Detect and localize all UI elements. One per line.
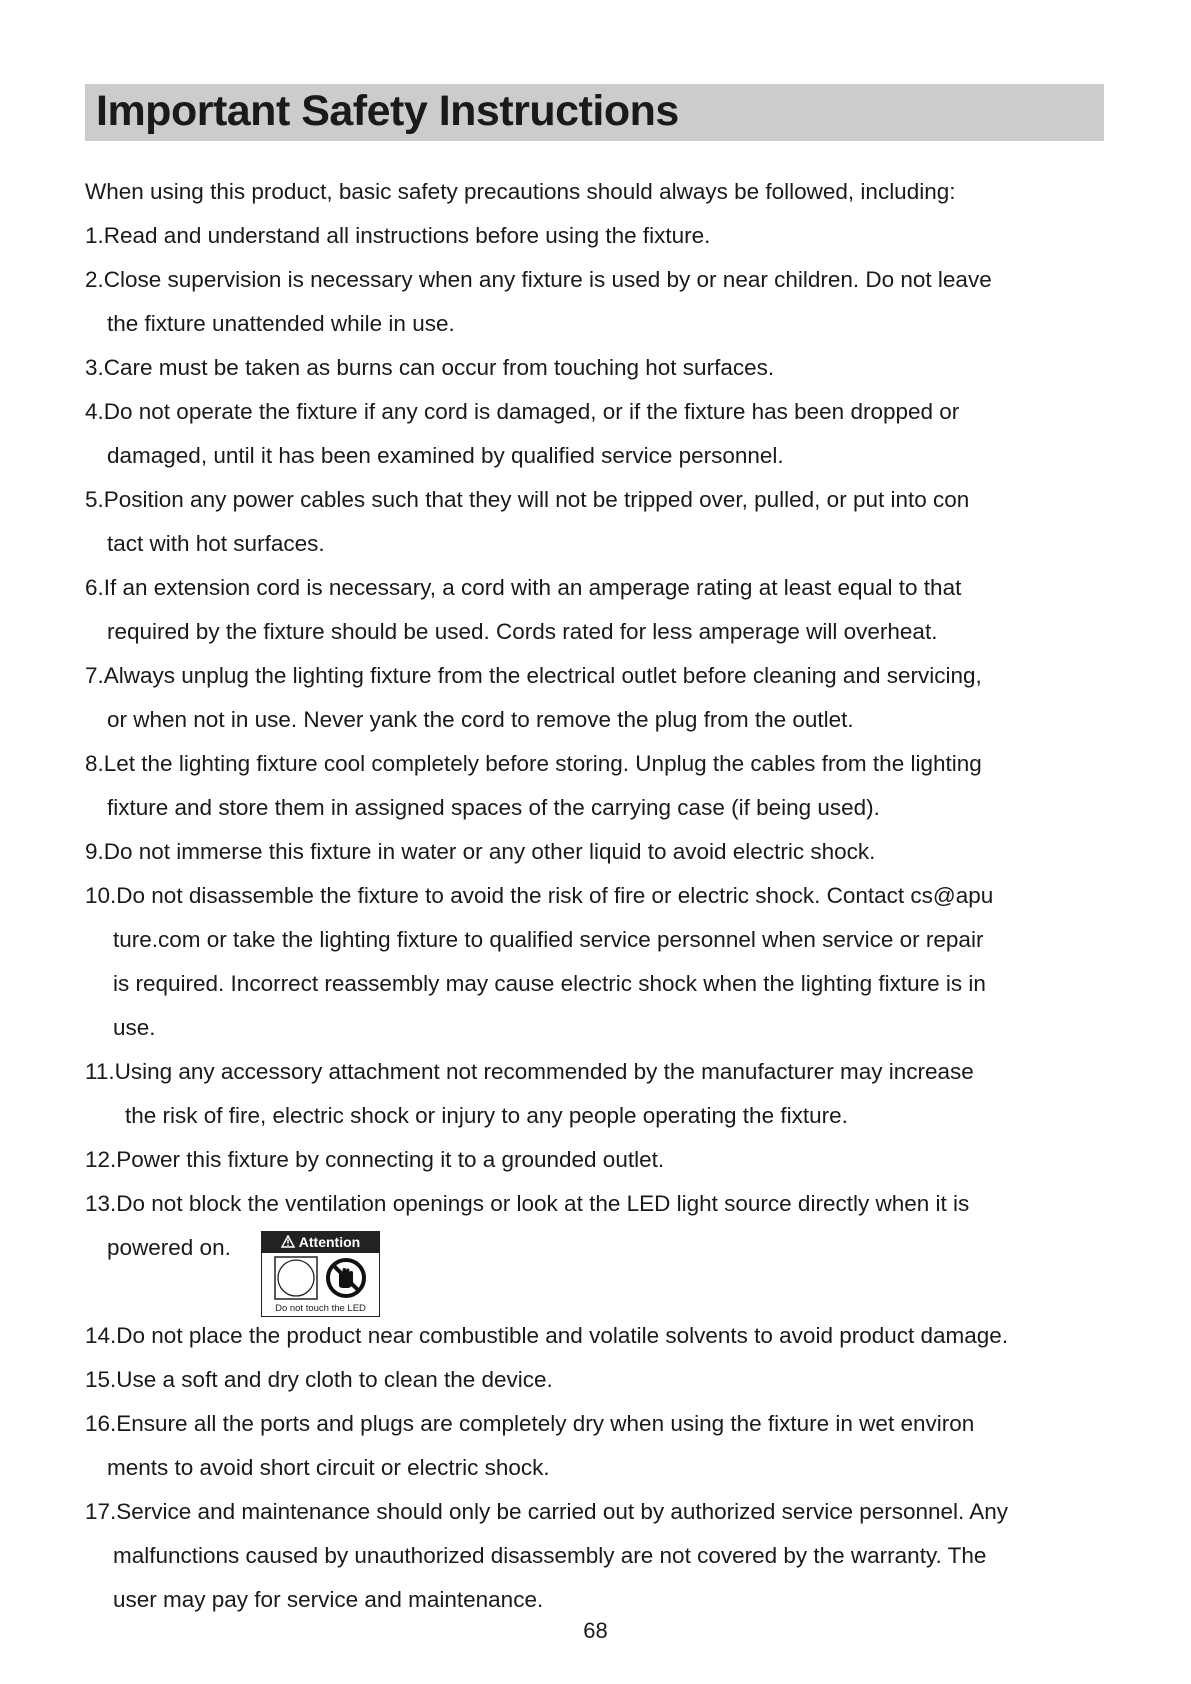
list-item: 11.Using any accessory attachment not recommended by the manufacturer may increase the risk of fire, electric shock or injury to any people operating the fixture. bbox=[85, 1059, 974, 1128]
list-item: 13.Do not block the ventilation openings or look at the LED light source directly when it is powered on. Attention Do not touch the LED bbox=[85, 1182, 1125, 1314]
list-item: 1.Read and understand all instructions before using the fixture. bbox=[85, 223, 711, 248]
list-item: 3.Care must be taken as burns can occur from touching hot surfaces. bbox=[85, 355, 775, 380]
intro-text: When using this product, basic safety precautions should always be followed, including: bbox=[85, 179, 956, 204]
list-item: 8.Let the lighting fixture cool completely before storing. Unplug the cables from the lighting fixture and store them in assigned spaces of the carrying case (if being used). bbox=[85, 751, 982, 820]
list-item: 9.Do not immerse this fixture in water or any other liquid to avoid electric shock. bbox=[85, 839, 876, 864]
attention-header bbox=[262, 1232, 379, 1253]
list-item: 12.Power this fixture by connecting it to a grounded outlet. bbox=[85, 1147, 665, 1172]
badge-icons bbox=[262, 1256, 378, 1300]
list-item: 6.If an extension cord is necessary, a cord with an amperage rating at least equal to that required by the fixture should be used. Cords rated for less amperage will overheat. bbox=[85, 575, 962, 644]
page-number: 68 bbox=[583, 1618, 608, 1643]
attention-caption: Do not touch the LED bbox=[275, 1303, 366, 1314]
led-circle-icon bbox=[278, 1260, 314, 1296]
list-item: 7.Always unplug the lighting fixture from the electrical outlet before cleaning and servicing, or when not in use. Never yank the cord to remove the plug from the outlet. bbox=[85, 663, 982, 732]
list-item: 10.Do not disassemble the fixture to avoid the risk of fire or electric shock. Contact cs@apu ture.com or take the lighting fixture to qualified service personnel when service or repair is required. Incorrect reassembly may cause electric shock when the lighting fixture is in use. bbox=[85, 883, 994, 1040]
warning-triangle-icon bbox=[281, 1235, 295, 1248]
list-item: 17.Service and maintenance should only be carried out by authorized service personnel. Any malfunctions caused by unauthorized disassembly are not covered by the warranty. The user may pay for service and maintenance. bbox=[85, 1499, 1009, 1612]
list-item: 4.Do not operate the fixture if any cord is damaged, or if the fixture has been dropped or damaged, until it has been examined by qualified service personnel. bbox=[85, 399, 960, 468]
attention-badge bbox=[261, 1231, 380, 1317]
safety-instructions bbox=[85, 170, 1125, 1622]
page-title: Important Safety Instructions bbox=[96, 87, 679, 135]
list-item: 2.Close supervision is necessary when any fixture is used by or near children. Do not leave the fixture unattended while in use. bbox=[85, 267, 992, 336]
no-touch-hand-icon bbox=[328, 1260, 364, 1296]
list-item: 14.Do not place the product near combustible and volatile solvents to avoid product damage. bbox=[85, 1323, 1009, 1348]
attention-title: Attention bbox=[298, 1234, 361, 1250]
list-item: 16.Ensure all the ports and plugs are completely dry when using the fixture in wet environ ments to avoid short circuit or electric shock. bbox=[85, 1411, 975, 1480]
list-item: 5.Position any power cables such that they will not be tripped over, pulled, or put into con tact with hot surfaces. bbox=[85, 487, 970, 556]
title-bar bbox=[85, 84, 1104, 141]
list-item: 15.Use a soft and dry cloth to clean the device. bbox=[85, 1367, 553, 1392]
